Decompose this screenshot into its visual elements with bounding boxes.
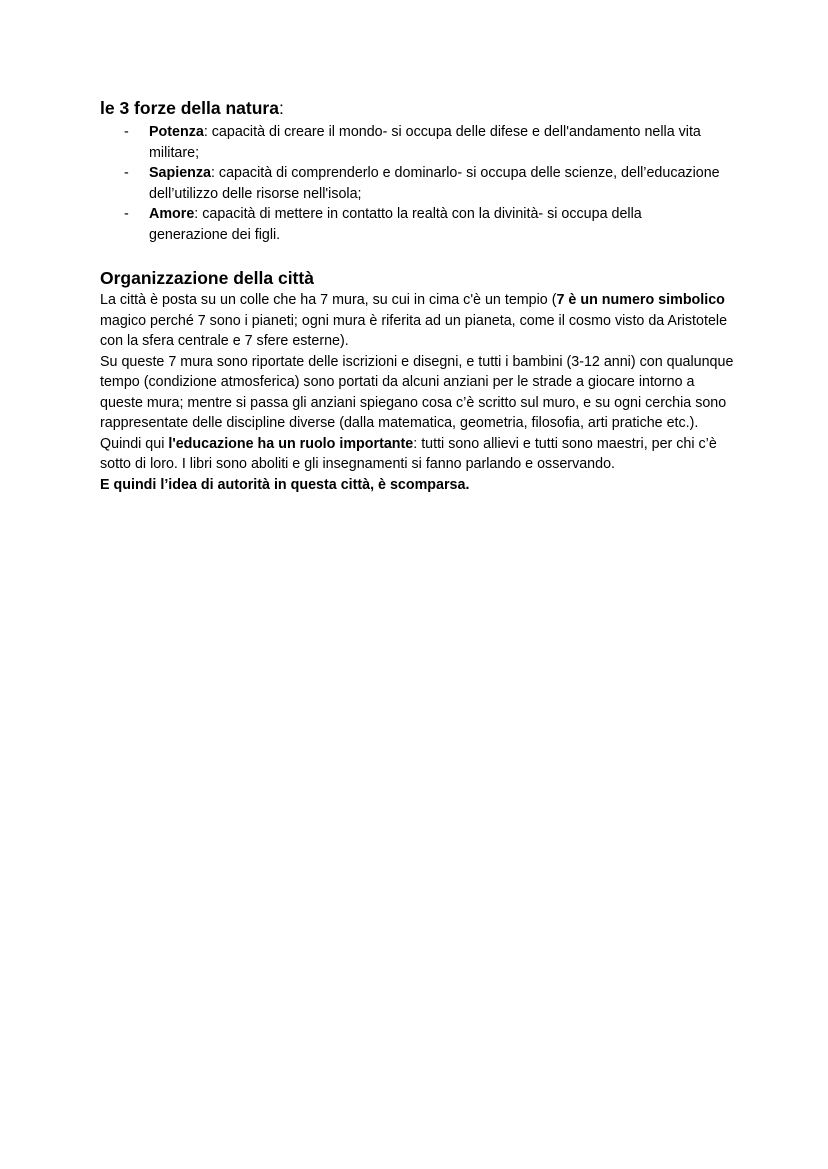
paragraph-text: : tutti sono allievi e tutti sono maestri, per chi c’è sotto di loro. I libri sono aboliti e gli insegnamenti si fanno parlando e osservando. bbox=[100, 435, 717, 472]
paragraph-text: Quindi qui bbox=[100, 435, 169, 452]
list-item-term: Amore bbox=[149, 206, 195, 222]
list-bullet: - bbox=[124, 165, 129, 181]
paragraph-city-hill bbox=[100, 290, 740, 352]
section-forces-title-colon: : bbox=[278, 98, 284, 118]
document-page bbox=[100, 96, 740, 495]
paragraph-conclusion bbox=[100, 475, 740, 496]
section-forces-title: le 3 forze della natura bbox=[100, 98, 279, 118]
list-item-text: : capacità di mettere in contatto la realtà con la divinità- si occupa della generazione dei figli. bbox=[149, 206, 642, 243]
paragraph-text: La città è posta su un colle che ha 7 mura, su cui in cima c'è un tempio ( bbox=[100, 292, 557, 308]
list-item-text: : capacità di creare il mondo- si occupa delle difese e dell'andamento nella vita militare; bbox=[149, 124, 701, 161]
forces-list bbox=[100, 122, 740, 245]
list-item-term: Sapienza bbox=[149, 165, 211, 181]
paragraph-text: magico perché 7 sono i pianeti; ogni mura è riferita ad un pianeta, come il cosmo visto da Aristotele con la sfera centrale e 7 sfere esterne). bbox=[100, 312, 728, 349]
list-item bbox=[100, 122, 740, 163]
paragraph-education bbox=[100, 434, 740, 475]
list-item bbox=[100, 163, 740, 204]
list-item-text: : capacità di comprenderlo e dominarlo- si occupa delle scienze, dell’educazione dell’utilizzo delle risorse nell'isola; bbox=[149, 165, 720, 202]
paragraph-bold-text: l'educazione ha un ruolo importante bbox=[168, 435, 414, 452]
paragraph-bold-text: 7 è un numero simbolico bbox=[556, 292, 725, 308]
list-item-term: Potenza bbox=[149, 124, 204, 140]
list-bullet: - bbox=[124, 124, 129, 140]
paragraph-walls: Su queste 7 mura sono riportate delle iscrizioni e disegni, e tutti i bambini (3-12 anni) con qualunque tempo (condizione atmosferica) sono portati da alcuni anziani per le strade a giocare intorno a queste mura; mentre si passa gli anziani spiegano cosa c’è scritto sul muro, e su ogni cerchia sono rappresentate delle discipline diverse (dalla matematica, geometria, filosofia, arti pratiche etc.). bbox=[100, 353, 734, 431]
section-city-heading: Organizzazione della città bbox=[100, 268, 314, 288]
paragraph-bold-text: E quindi l’idea di autorità in questa città, è scomparsa. bbox=[100, 476, 470, 493]
list-bullet: - bbox=[124, 206, 129, 222]
section-forces-heading bbox=[100, 96, 740, 120]
list-item bbox=[100, 204, 740, 245]
